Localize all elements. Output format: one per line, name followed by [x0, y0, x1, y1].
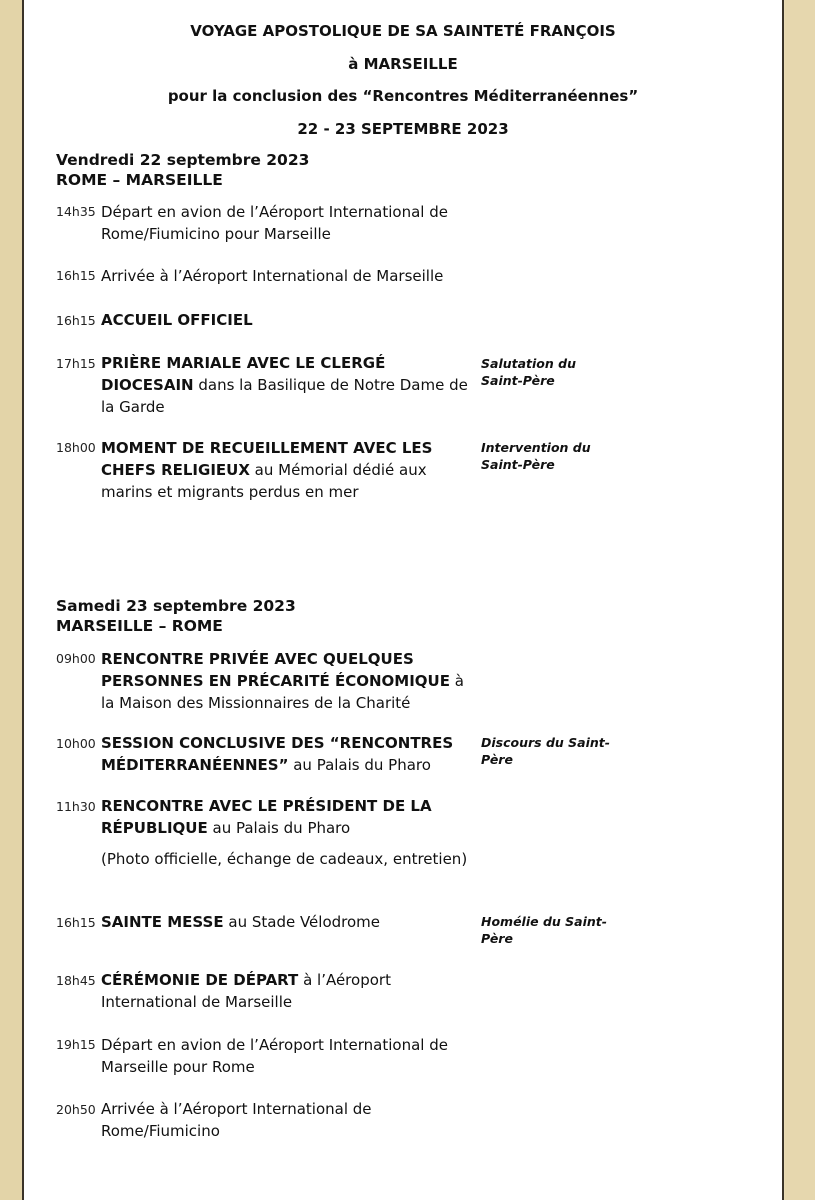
- event-time: 09h00: [56, 651, 96, 666]
- event-description: Départ en avion de l’Aéroport International de Rome/Fiumicino pour Marseille: [101, 203, 448, 243]
- document-page: [22, 0, 784, 1200]
- header-dates: 22 - 23 SEPTEMBRE 2023: [297, 120, 509, 138]
- event-description: Arrivée à l’Aéroport International de Rome/Fiumicino: [101, 1100, 372, 1140]
- event-description: MOMENT DE RECUEILLEMENT AVEC LES CHEFS RELIGIEUX au Mémorial dédié aux marins et migrants perdus en mer: [101, 439, 433, 501]
- event-description: SAINTE MESSE au Stade Vélodrome: [101, 913, 381, 931]
- day1-route: ROME – MARSEILLE: [56, 171, 223, 189]
- event-time: 20h50: [56, 1102, 96, 1117]
- event-time: 14h35: [56, 204, 96, 219]
- event-time: 16h15: [56, 915, 96, 930]
- event-extra-note: (Photo officielle, échange de cadeaux, entretien): [101, 850, 468, 868]
- event-description: ACCUEIL OFFICIEL: [101, 311, 253, 329]
- event-description: Arrivée à l’Aéroport International de Marseille: [101, 267, 444, 285]
- event-time: 11h30: [56, 799, 96, 814]
- header-city: à MARSEILLE: [348, 55, 458, 73]
- day2-date: Samedi 23 septembre 2023: [56, 597, 296, 615]
- event-description: Départ en avion de l’Aéroport International de Marseille pour Rome: [101, 1036, 448, 1076]
- event-time: 18h00: [56, 440, 96, 455]
- event-note: Intervention du Saint-Père: [481, 440, 591, 472]
- event-description: PRIÈRE MARIALE AVEC LE CLERGÉ DIOCESAIN dans la Basilique de Notre Dame de la Garde: [101, 354, 468, 416]
- event-time: 18h45: [56, 973, 96, 988]
- event-description: SESSION CONCLUSIVE DES “RENCONTRES MÉDITERRANÉENNES” au Palais du Pharo: [101, 734, 454, 774]
- event-time: 16h15: [56, 313, 96, 328]
- background-left: [0, 0, 22, 1200]
- header-subtitle: pour la conclusion des “Rencontres Méditerranéennes”: [167, 87, 639, 105]
- event-time: 19h15: [56, 1037, 96, 1052]
- event-note: Salutation du Saint-Père: [481, 356, 576, 388]
- event-time: 16h15: [56, 268, 96, 283]
- event-description: RENCONTRE PRIVÉE AVEC QUELQUES PERSONNES EN PRÉCARITÉ ÉCONOMIQUE à la Maison des Missionnaires de la Charité: [101, 650, 464, 712]
- event-note: Homélie du Saint-Père: [481, 914, 607, 946]
- event-description: CÉRÉMONIE DE DÉPART à l’Aéroport International de Marseille: [101, 971, 391, 1011]
- background-right: [785, 0, 815, 1200]
- event-note: Discours du Saint-Père: [481, 735, 610, 767]
- event-time: 10h00: [56, 736, 96, 751]
- header-title: VOYAGE APOSTOLIQUE DE SA SAINTETÉ FRANÇOIS: [190, 22, 616, 40]
- event-description: RENCONTRE AVEC LE PRÉSIDENT DE LA RÉPUBLIQUE au Palais du Pharo: [101, 797, 432, 837]
- event-time: 17h15: [56, 356, 96, 371]
- day2-route: MARSEILLE – ROME: [56, 617, 223, 635]
- day1-date: Vendredi 22 septembre 2023: [56, 151, 310, 169]
